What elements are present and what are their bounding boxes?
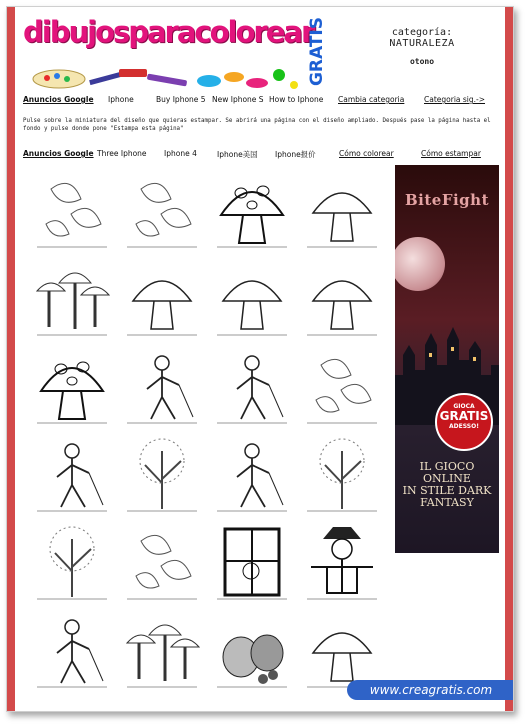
coloring-thumbnail-icon (31, 169, 113, 251)
thumbnail-man-basket[interactable] (31, 433, 113, 515)
thumbnail-mushroom-outline[interactable] (301, 169, 383, 251)
coloring-thumbnail-icon (211, 521, 293, 603)
thumbnail-tree-kids[interactable] (301, 433, 383, 515)
coloring-thumbnail-icon (301, 169, 383, 251)
badge-bottom: ADESSO! (449, 423, 479, 430)
left-red-bar (7, 7, 15, 711)
bitefight-ad[interactable] (395, 165, 499, 553)
logo-gratis: GRATIS (307, 17, 327, 87)
ad-line-2: IN STILE DARK (402, 484, 492, 497)
page-frame (6, 6, 514, 712)
coloring-thumbnail-icon (211, 169, 293, 251)
coloring-thumbnail-icon (31, 433, 113, 515)
thumbnail-sweeping[interactable] (31, 609, 113, 691)
coloring-thumbnail-icon (211, 257, 293, 339)
thumbnail-mushroom-lamella[interactable] (211, 257, 293, 339)
category-box (347, 27, 497, 66)
instructions: Pulse sobre la miniatura del diseño que quieras estampar. Se abrirá una página con el diseño ampliado. Después pase la página hasta el fondo y pulse donde pone "Estampa esta página" (23, 118, 491, 132)
thumbnail-window-boy[interactable] (211, 521, 293, 603)
badge-top: GIOCA (453, 403, 475, 410)
thumbnail-fruit-basket[interactable] (211, 609, 293, 691)
thumbnail-girl-rake[interactable] (211, 345, 293, 427)
nav-link-new-iphone[interactable]: New Iphone S (212, 95, 264, 104)
category-value: NATURALEZA (389, 38, 455, 49)
nav-link-iphone-4[interactable]: Iphone 4 (164, 149, 197, 158)
thumbnail-autumn-leaves[interactable] (121, 169, 203, 251)
coloring-thumbnail-icon (31, 345, 113, 427)
how-to-print-link[interactable]: Cómo estampar (421, 149, 481, 158)
thumbnail-kids-planting[interactable] (211, 433, 293, 515)
nav-link-three-iphone[interactable]: Three Iphone (97, 149, 147, 158)
coloring-thumbnail-icon (301, 609, 383, 691)
coloring-thumbnail-icon (31, 257, 113, 339)
ad-line-1: IL GIOCO ONLINE (419, 460, 475, 485)
thumbnail-bolete[interactable] (301, 257, 383, 339)
how-to-color-link[interactable]: Cómo colorear (339, 149, 394, 158)
coloring-thumbnail-icon (121, 433, 203, 515)
coloring-thumbnail-icon (301, 433, 383, 515)
next-category-link[interactable]: Categoria sig.-> (424, 95, 486, 104)
thumbnail-autumn-basket[interactable] (301, 345, 383, 427)
coloring-thumbnail-icon (211, 433, 293, 515)
nav-link-buy-iphone[interactable]: Buy Iphone 5 (156, 95, 206, 104)
ads-google-label-2[interactable]: Anuncios Google (23, 149, 94, 158)
subcategory: otono (409, 57, 435, 66)
ads-google-label[interactable]: Anuncios Google (23, 95, 94, 104)
coloring-thumbnail-icon (121, 169, 203, 251)
ad-line-3: FANTASY (420, 496, 474, 509)
site-logo[interactable] (23, 11, 327, 97)
moon-icon (395, 237, 445, 291)
coloring-thumbnail-icon (121, 345, 203, 427)
coloring-thumbnail-icon (121, 521, 203, 603)
ad-title: BiteFight (404, 191, 490, 209)
right-red-bar (505, 7, 513, 711)
nav-link-iphone[interactable]: Iphone (108, 95, 134, 104)
nav-link-iphone-us[interactable]: Iphone美国 (217, 150, 258, 159)
play-free-badge[interactable] (435, 393, 493, 451)
coloring-thumbnail-icon (211, 609, 293, 691)
nav-link-iphone-price[interactable]: Iphone报价 (275, 150, 316, 159)
nav-link-how-to-iphone[interactable]: How to Iphone (269, 95, 324, 104)
coloring-thumbnail-icon (301, 521, 383, 603)
ad-tagline (395, 461, 499, 509)
change-category-link[interactable]: Cambia categoria (338, 95, 405, 104)
thumbnail-autumn-tree[interactable] (121, 521, 203, 603)
coloring-thumbnail-icon (31, 609, 113, 691)
coloring-thumbnail-icon (301, 345, 383, 427)
thumbnail-falling-leaves[interactable] (31, 521, 113, 603)
coloring-thumbnail-icon (301, 257, 383, 339)
category-label: categoría: (391, 27, 453, 38)
thumbnail-spotted-mushroom[interactable] (211, 169, 293, 251)
badge-mid: GRATIS (439, 409, 489, 423)
thumbnail-bare-tree[interactable] (121, 433, 203, 515)
thumbnail-chanterelle[interactable] (121, 257, 203, 339)
coloring-thumbnail-icon (211, 345, 293, 427)
thumbnail-mushroom-set[interactable] (121, 609, 203, 691)
coloring-thumbnail-icon (121, 257, 203, 339)
coloring-thumbnail-icon (121, 609, 203, 691)
thumbnail-scarecrow[interactable] (301, 521, 383, 603)
logo-text: dibujosparacolorear (23, 15, 314, 49)
paint-splash-icon (29, 57, 303, 93)
thumbnail-leaf-fairies[interactable] (31, 169, 113, 251)
watermark: www.creagratis.com (347, 680, 514, 700)
coloring-thumbnail-icon (31, 521, 113, 603)
thumbnail-mushroom-diagram[interactable] (301, 609, 383, 691)
thumbnail-boy-rake[interactable] (121, 345, 203, 427)
thumbnail-amanita[interactable] (31, 345, 113, 427)
thumbnail-mushroom-cluster[interactable] (31, 257, 113, 339)
